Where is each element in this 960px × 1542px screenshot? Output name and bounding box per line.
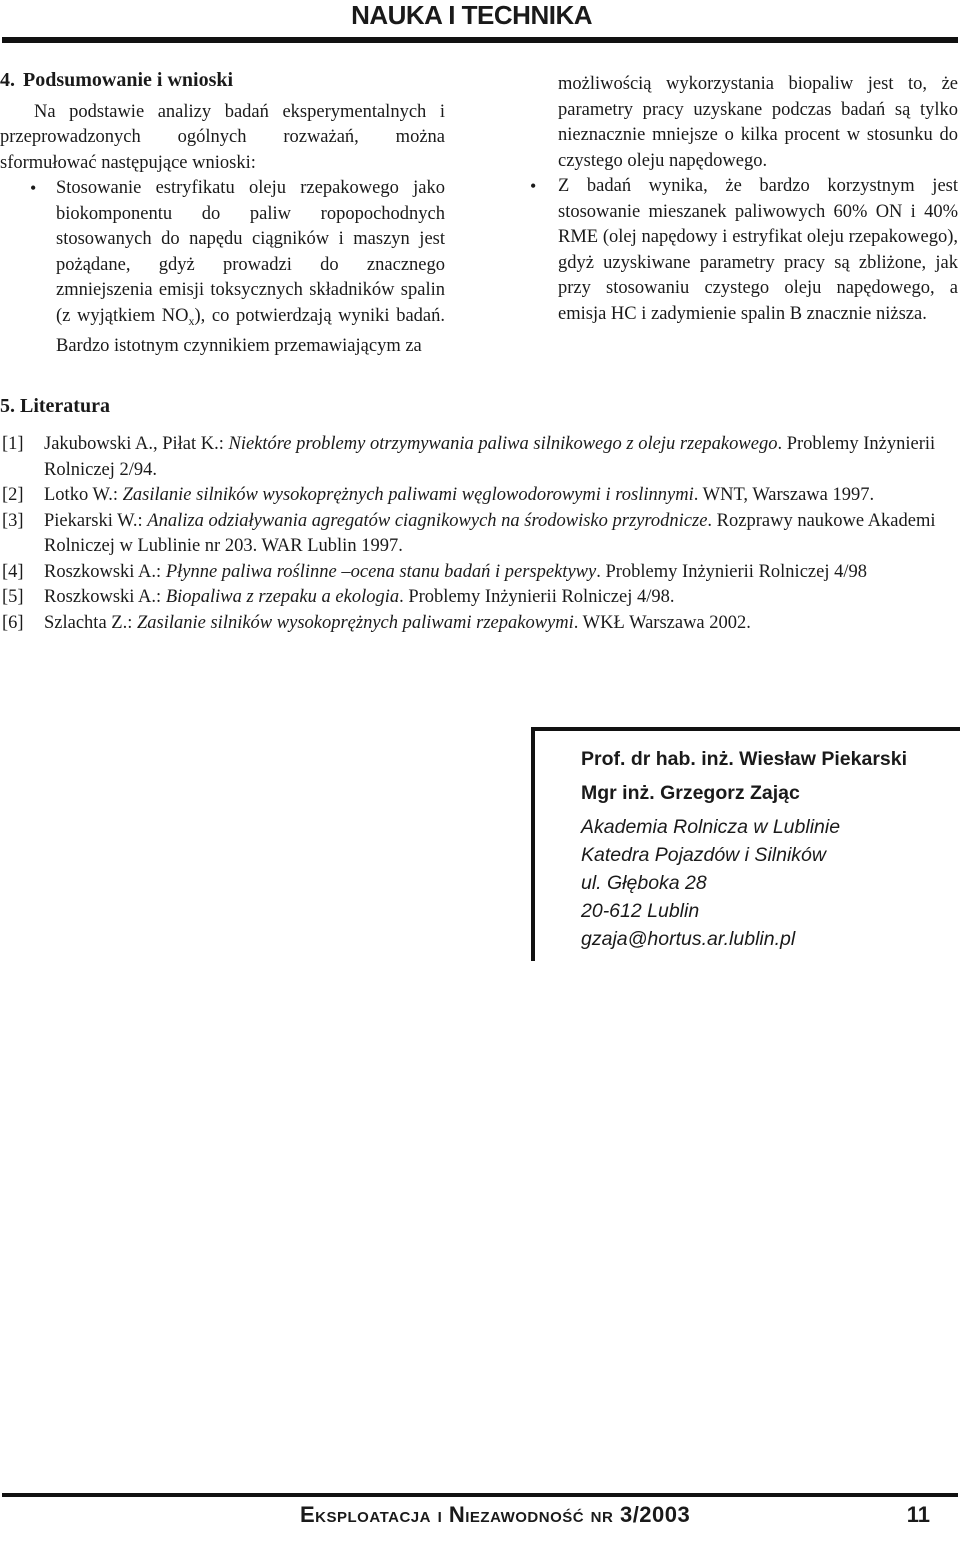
reference-item	[2, 611, 960, 637]
section-5-heading	[0, 395, 110, 418]
left-column	[0, 68, 445, 360]
reference-item	[2, 509, 960, 560]
bullet-1-text-end: ), co potwierdzają wyniki badań. Bardzo istotnym czynnikiem przemawiającym za	[56, 305, 445, 356]
reference-source: . WNT, Warszawa 1997.	[693, 485, 875, 505]
section-5-title: Literatura	[20, 395, 110, 417]
reference-source: . Problemy Inżynierii Rolniczej 4/98.	[399, 587, 675, 607]
header-rule	[2, 37, 958, 43]
page-number: 11	[906, 1502, 930, 1527]
affiliation-street: ul. Głęboka 28	[581, 872, 707, 894]
reference-source: . WKŁ Warszawa 2002.	[573, 612, 751, 633]
section-4-intro: Na podstawie analizy badań eksperymentalnych i przeprowadzonych ogólnych rozważań, można sformułować następujące wnioski:	[0, 101, 445, 173]
reference-title: Zasilanie silników wysokoprężnych paliwami rzepakowymi	[136, 612, 574, 633]
reference-number: [6]	[2, 612, 24, 633]
reference-title: Biopaliwa z rzepaku a ekologia	[165, 587, 400, 607]
section-5-number: 5.	[0, 395, 15, 417]
bullet-icon: •	[530, 176, 537, 196]
reference-item	[2, 432, 960, 483]
author-info	[581, 745, 907, 953]
right-column	[530, 72, 958, 327]
reference-number: [1]	[2, 434, 24, 454]
reference-source: . Problemy Inżynierii Rolniczej 4/98	[596, 561, 867, 582]
reference-source: . Problemy Inżynierii Rolniczej 2/94.	[44, 434, 936, 480]
author-1: Prof. dr hab. inż. Wiesław Piekarski	[581, 748, 908, 770]
reference-item	[2, 585, 960, 611]
bullet-1-text: Stosowanie estryfikatu oleju rzepakowego jako biokomponentu do paliw ropopochodnych stosowanych do napędu ciągników i maszyn jest pożądane, gdyż prowadzi do znacznego zmniejszenia emisji toksycznych składników spalin (z wyjątkiem NO	[56, 178, 445, 326]
footer-rule	[2, 1493, 958, 1497]
reference-item	[2, 560, 960, 586]
author-box	[531, 727, 960, 961]
reference-authors: Lotko W.:	[44, 485, 123, 505]
conclusion-bullet-1	[0, 176, 445, 360]
reference-list	[2, 432, 960, 636]
reference-authors: Roszkowski A.:	[44, 561, 166, 582]
affiliation-city: 20-612 Lublin	[581, 900, 700, 922]
reference-title: Zasilanie silników wysokoprężnych paliwami węglowodorowymi i roslinnymi	[122, 485, 694, 505]
reference-title: Płynne paliwa roślinne –ocena stanu badań i perspektywy	[165, 561, 597, 582]
reference-number: [3]	[2, 510, 24, 531]
affiliation-institution: Akademia Rolnicza w Lublinie	[581, 816, 841, 838]
author-2: Mgr inż. Grzegorz Zając	[581, 782, 800, 804]
affiliation-department: Katedra Pojazdów i Silników	[581, 844, 826, 866]
bullet-1-continued: możliwością wykorzystania biopaliw jest to, że parametry pracy uzyskane podczas badań są tylko nieznacznie mniejsze o kilka procent w stosunku do czystego oleju napędowego.	[558, 74, 958, 171]
reference-authors: Szlachta Z.:	[44, 612, 137, 633]
bullet-1-subscript: x	[188, 313, 195, 328]
reference-authors: Roszkowski A.:	[44, 587, 166, 607]
bullet-2-text: Z badań wynika, że bardzo korzystnym jest stosowanie mieszanek paliwowych 60% ON i 40% RME (olej napędowy i estryfikat oleju rzepakowego), gdyż uzyskiwane parametry pracy są zbliżone, jak przy stosowaniu czystego oleju napędowego, a emisja HC i zadymienie spalin B znacznie niższa.	[558, 176, 958, 324]
reference-source: . Rozprawy naukowe Akademi Rolniczej w Lublinie nr 203. WAR Lublin 1997.	[44, 510, 936, 556]
reference-authors: Piekarski W.:	[44, 510, 148, 531]
conclusion-bullet-2	[530, 174, 958, 327]
reference-title: Niektóre problemy otrzymywania paliwa silnikowego z oleju rzepakowego	[228, 434, 778, 454]
section-4-number: 4.	[0, 69, 15, 91]
running-header: NAUKA I TECHNIKA	[351, 0, 592, 30]
reference-number: [2]	[2, 485, 24, 505]
reference-item	[2, 483, 960, 509]
reference-number: [4]	[2, 561, 24, 582]
reference-authors: Jakubowski A., Piłat K.:	[44, 434, 229, 454]
bullet-icon: •	[30, 178, 37, 198]
reference-title: Analiza odziaływania agregatów ciagnikowych na środowisko przyrodnicze	[147, 510, 708, 531]
author-email[interactable]: gzaja@hortus.ar.lublin.pl	[581, 928, 796, 950]
section-4-heading	[0, 68, 445, 94]
section-4-title: Podsumowanie i wnioski	[23, 69, 234, 91]
journal-footer: Eksploatacja i Niezawodność nr 3/2003	[300, 1502, 691, 1527]
reference-number: [5]	[2, 587, 24, 607]
